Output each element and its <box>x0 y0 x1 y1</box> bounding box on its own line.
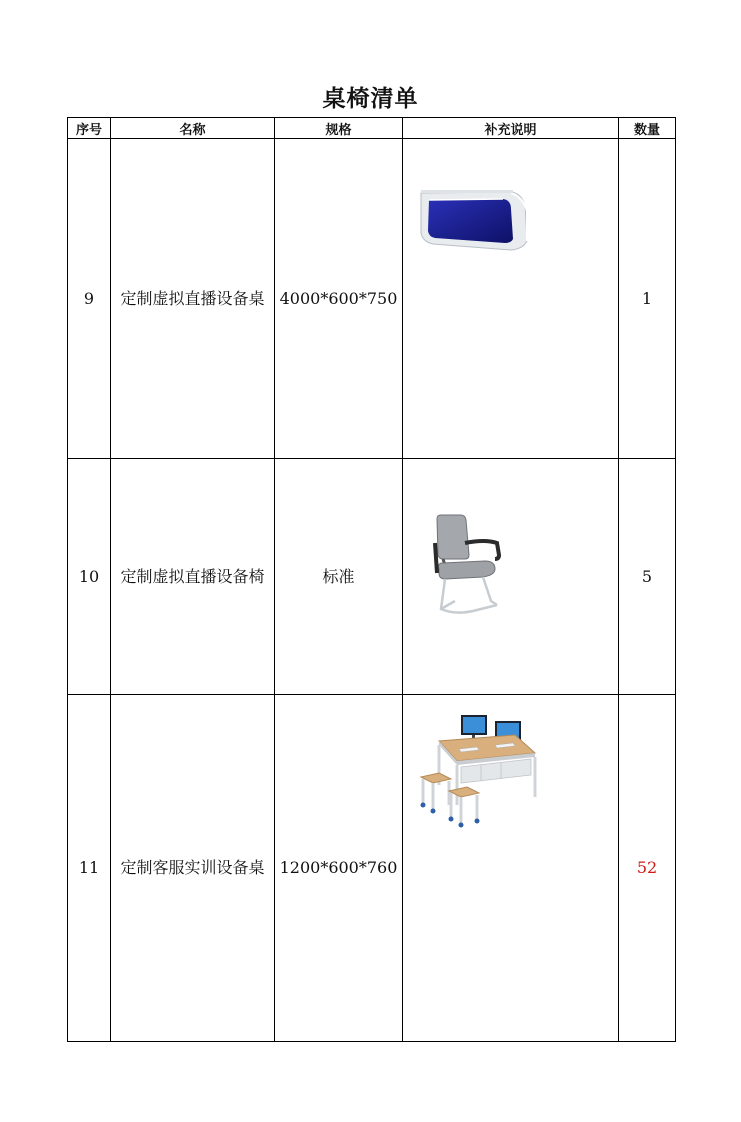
training-desk-with-stools-image <box>417 713 537 831</box>
page-title: 桌椅清单 <box>322 86 419 112</box>
cell-spec: 4000*600*750 <box>275 139 403 459</box>
header-row <box>68 118 676 139</box>
cell-name: 定制虚拟直播设备桌 <box>111 139 275 459</box>
cell-spec: 1200*600*760 <box>275 695 403 1042</box>
cell-note <box>403 695 619 1042</box>
cell-qty: 5 <box>619 459 676 695</box>
cell-qty: 52 <box>619 695 676 1042</box>
cell-no: 11 <box>68 695 111 1042</box>
cell-note <box>403 459 619 695</box>
table-row <box>68 695 676 1042</box>
cell-no: 9 <box>68 139 111 459</box>
table-row <box>68 139 676 459</box>
header-note: 补充说明 <box>403 118 619 139</box>
header-name: 名称 <box>111 118 275 139</box>
cell-note <box>403 139 619 459</box>
header-spec: 规格 <box>275 118 403 139</box>
furniture-table <box>67 117 676 1042</box>
cell-spec: 标准 <box>275 459 403 695</box>
office-chair-image <box>425 513 507 623</box>
broadcast-desk-image <box>415 187 530 259</box>
cell-name: 定制虚拟直播设备椅 <box>111 459 275 695</box>
cell-qty: 1 <box>619 139 676 459</box>
header-qty: 数量 <box>619 118 676 139</box>
table-row <box>68 459 676 695</box>
header-no: 序号 <box>68 118 111 139</box>
cell-name: 定制客服实训设备桌 <box>111 695 275 1042</box>
cell-no: 10 <box>68 459 111 695</box>
